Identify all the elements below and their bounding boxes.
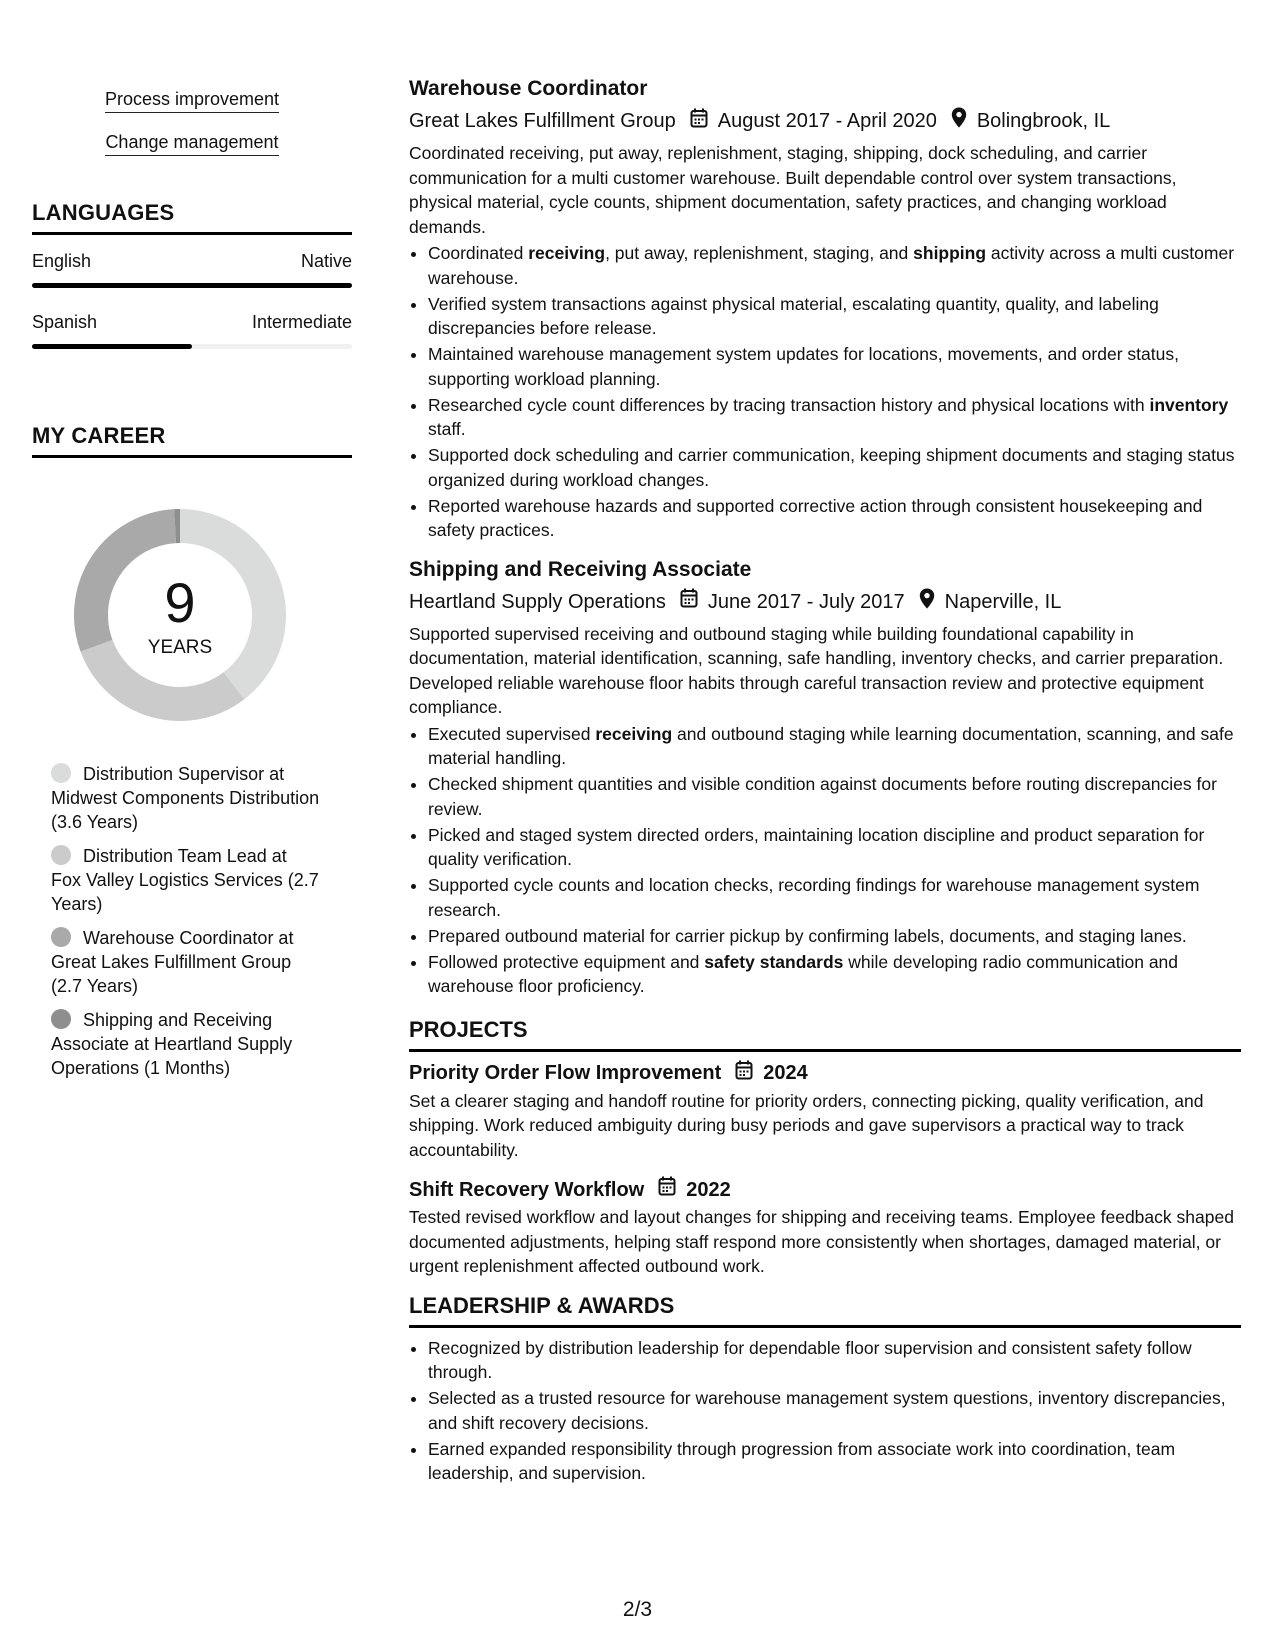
languages-heading: LANGUAGES (32, 200, 352, 235)
career-legend-item (51, 1008, 321, 1080)
career-heading: MY CAREER (32, 423, 352, 458)
awards-list (409, 1336, 1241, 1486)
experience-entry (409, 76, 1241, 543)
job-location: Bolingbrook, IL (976, 110, 1111, 132)
career-donut-chart (67, 502, 293, 728)
language-item (32, 310, 352, 349)
map-pin-icon (919, 588, 935, 616)
job-bullet: • Supported cycle counts and location checks, recording findings for warehouse management system research. (428, 873, 1241, 922)
job-bullet: • Checked shipment quantities and visible condition against documents before routing discrepancies for review. (428, 772, 1241, 821)
skill-tag: Process improvement (105, 88, 279, 113)
job-bullet: • Followed protective equipment and safety standards while developing radio communication and warehouse floor proficiency. (428, 950, 1241, 999)
job-bullet: • Prepared outbound material for carrier pickup by confirming labels, documents, and staging lanes. (428, 924, 1241, 949)
main-content (409, 76, 1241, 1487)
language-bar (32, 283, 352, 288)
map-pin-icon (951, 107, 967, 135)
job-location: Naperville, IL (944, 590, 1062, 613)
language-level: Native (300, 251, 352, 271)
job-bullet: • Coordinated receiving, put away, replenishment, staging, and shipping activity across a multi customer warehouse. (428, 241, 1241, 290)
award-item: • Selected as a trusted resource for warehouse management system questions, inventory discrepancies, and shift recovery decisions. (428, 1386, 1241, 1435)
job-bullet: • Executed supervised receiving and outbound staging while learning documentation, scanning, and safe material handling. (428, 722, 1241, 771)
project-year: 2022 (686, 1178, 731, 1201)
company-name: Great Lakes Fulfillment Group (409, 110, 676, 132)
project-year: 2024 (763, 1062, 808, 1084)
project-entry (409, 1176, 1241, 1279)
language-item (32, 249, 352, 288)
projects-heading: PROJECTS (409, 1017, 1241, 1052)
legend-dot (51, 845, 71, 865)
sidebar (32, 80, 352, 1090)
company-name: Heartland Supply Operations (409, 590, 666, 613)
job-dates: June 2017 - July 2017 (707, 590, 905, 613)
calendar-icon (680, 588, 698, 615)
project-title: Shift Recovery Workflow (409, 1178, 645, 1201)
calendar-icon (658, 1176, 676, 1203)
job-bullet: • Picked and staged system directed orders, maintaining location discipline and product separation for quality verification. (428, 823, 1241, 872)
career-legend-text: Distribution Team Lead at Fox Valley Logistics Services (2.7 Years) (51, 846, 319, 914)
project-entry (409, 1060, 1241, 1163)
project-description: Tested revised workflow and layout changes for shipping and receiving teams. Employee feedback shaped documented adjustments, helping staff respond more consistently when shortages, damaged material, or urgent replenishment affected outbound work. (409, 1207, 1234, 1276)
legend-dot (51, 927, 71, 947)
language-bar-fill (32, 283, 352, 288)
project-title: Priority Order Flow Improvement (409, 1062, 722, 1084)
career-legend-text: Distribution Supervisor at Midwest Components Distribution (3.6 Years) (51, 764, 320, 832)
job-bullets (409, 241, 1241, 543)
calendar-icon (735, 1060, 753, 1087)
job-meta (409, 107, 1241, 135)
language-name: Spanish (32, 312, 98, 332)
language-bar (32, 344, 352, 349)
awards-heading: LEADERSHIP & AWARDS (409, 1293, 1241, 1328)
job-summary: Supported supervised receiving and outbound staging while building foundational capability in documentation, material identification, scanning, safe handling, inventory checks, and carrier preparation. Developed reliable warehouse floor habits through careful transaction review and protective equipment compliance. (409, 623, 1224, 717)
job-dates: August 2017 - April 2020 (717, 110, 937, 132)
career-legend (51, 762, 321, 1080)
career-legend-item (51, 926, 321, 998)
career-legend-text: Shipping and Receiving Associate at Heartland Supply Operations (1 Months) (51, 1010, 293, 1078)
language-bar-fill (32, 344, 192, 349)
award-item: • Earned expanded responsibility through progression from associate work into coordination, team leadership, and supervision. (428, 1437, 1241, 1486)
page-number: 2/3 (622, 1598, 653, 1621)
career-legend-item (51, 762, 321, 834)
job-bullet: • Verified system transactions against physical material, escalating quantity, quality, and labeling discrepancies before release. (428, 292, 1241, 341)
language-name: English (32, 251, 92, 271)
job-bullet: • Reported warehouse hazards and supported corrective action through consistent housekeeping and safety practices. (428, 494, 1241, 543)
project-description: Set a clearer staging and handoff routine for priority orders, connecting picking, quality verification, and shipping. Work reduced ambiguity during busy periods and gave supervisors a practical way to track accountability. (409, 1090, 1204, 1160)
job-bullets (409, 722, 1241, 999)
job-title: Shipping and Receiving Associate (409, 557, 752, 581)
job-summary: Coordinated receiving, put away, replenishment, staging, shipping, dock scheduling, and carrier communication for a multi customer warehouse. Built dependable control over system transactions, physical material, cycle counts, shipment documentation, safety practices, and changing workload demands. (409, 143, 1177, 237)
language-level: Intermediate (251, 312, 352, 332)
job-bullet: • Supported dock scheduling and carrier communication, keeping shipment documents and staging status organized during workload changes. (428, 443, 1241, 492)
job-meta (409, 588, 1241, 616)
job-bullet: • Researched cycle count differences by tracing transaction history and physical locations with inventory staff. (428, 393, 1241, 442)
career-legend-text: Warehouse Coordinator at Great Lakes Fulfillment Group (2.7 Years) (51, 928, 294, 996)
experience-entry (409, 557, 1241, 999)
skills-list (32, 80, 352, 166)
calendar-icon (690, 108, 708, 135)
job-bullet: • Maintained warehouse management system updates for locations, movements, and order status, supporting workload planning. (428, 342, 1241, 391)
legend-dot (51, 763, 71, 783)
career-total-unit: YEARS (147, 637, 213, 658)
award-item: • Recognized by distribution leadership for dependable floor supervision and consistent safety follow through. (428, 1336, 1241, 1385)
career-total-years: 9 (164, 571, 196, 634)
career-legend-item (51, 844, 321, 916)
skill-tag: Change management (105, 131, 278, 156)
job-title: Warehouse Coordinator (409, 77, 648, 100)
legend-dot (51, 1009, 71, 1029)
